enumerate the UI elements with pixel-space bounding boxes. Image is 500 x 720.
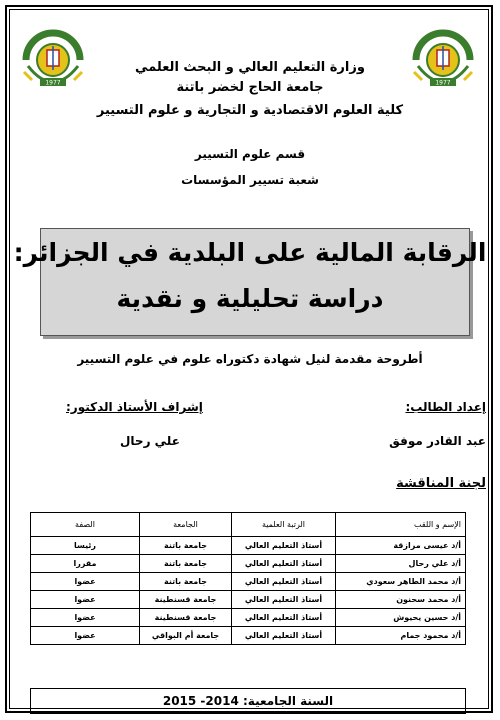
header-name: الإسم و اللقب [336,513,466,537]
member-university: جامعة قسنطينة [140,591,232,609]
thesis-title-line1: الرقابة المالية على البلدية في الجزائر: [13,238,487,267]
thesis-subtitle: أطروحة مقدمة لنيل شهادة دكتوراه علوم في علوم التسيير [77,352,423,366]
table-row [31,591,466,609]
member-university: جامعة قسنطينة [140,609,232,627]
member-university: جامعة باتنة [140,537,232,555]
table-row [31,555,466,573]
svg-text:1977: 1977 [435,79,451,87]
header-university: الجامعة [140,513,232,537]
student-label: إعداد الطالب: [405,400,486,414]
member-name: أ/د حسين يحيوش [336,609,466,627]
member-name: أ/د محمد الطاهر سعودي [336,573,466,591]
member-university: جامعة أم البواقي [140,627,232,645]
university-name: جامعة الحاج لخضر باتنة [176,80,324,95]
faculty-name: كلية العلوم الاقتصادية و التجارية و علوم التسيير [96,103,404,118]
supervisor-label: إشراف الأستاذ الدكتور: [66,400,203,414]
table-row [31,609,466,627]
member-rank: أستاذ التعليم العالي [232,591,336,609]
member-rank: أستاذ التعليم العالي [232,627,336,645]
member-rank: أستاذ التعليم العالي [232,609,336,627]
thesis-title-line2: دراسة تحليلية و نقدية [116,284,384,313]
branch-name: شعبة تسيير المؤسسات [181,173,319,187]
member-university: جامعة باتنة [140,573,232,591]
member-role: رئيسا [31,537,140,555]
member-rank: أستاذ التعليم العالي [232,555,336,573]
ministry-name: وزارة التعليم العالي و البحث العلمي [135,60,365,75]
member-role: عضوا [31,609,140,627]
header-rank: الرتبة العلمية [232,513,336,537]
table-row [31,573,466,591]
member-rank: أستاذ التعليم العالي [232,537,336,555]
supervisor-name: علي رحال [120,434,180,448]
member-role: مقررا [31,555,140,573]
committee-header-row [31,513,466,537]
member-rank: أستاذ التعليم العالي [232,573,336,591]
member-name: أ/د عيسى مرازقة [336,537,466,555]
table-row [31,537,466,555]
member-name: أ/د علي رحال [336,555,466,573]
table-row [31,627,466,645]
student-name: عبد القادر موفق [389,434,486,448]
academic-year: السنة الجامعية: 2014- 2015 [30,688,466,714]
member-name: أ/د محمود جمام [336,627,466,645]
member-role: عضوا [31,627,140,645]
member-role: عضوا [31,573,140,591]
member-university: جامعة باتنة [140,555,232,573]
department-name: قسم علوم التسيير [194,147,306,161]
header-role: الصفة [31,513,140,537]
svg-text:1977: 1977 [45,79,61,87]
member-role: عضوا [31,591,140,609]
committee-table [30,512,466,645]
member-name: أ/د محمد سحنون [336,591,466,609]
committee-label: لجنة المناقشة [396,476,486,491]
